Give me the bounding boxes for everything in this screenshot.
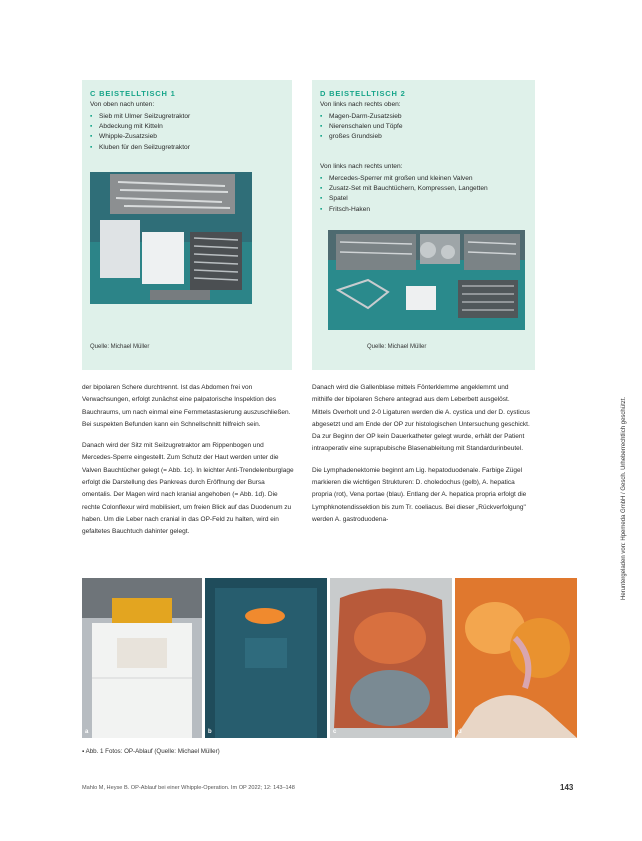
box-d-title: D BEISTELLTISCH 2 bbox=[320, 89, 406, 98]
figure-photo-b bbox=[205, 578, 327, 738]
instrument-table-photo-1 bbox=[90, 172, 252, 304]
box-d-source: Quelle: Michael Müller bbox=[367, 344, 427, 350]
list-item: ▪ Fritsch-Haken bbox=[320, 205, 371, 213]
info-box-c bbox=[82, 80, 292, 370]
download-note-text: Heruntergeladen von: Hpemeda GmbH / Gesch. Urheberrechtlich geschützt. bbox=[621, 396, 627, 600]
paragraph: der bipolaren Schere durchtrennt. Ist das Abdomen frei von Verwachsungen, erfolgt zunächst eine palpatorische Inspektion des Bauchraums, um nach einmal eine Fernmetastasierung auszuschließen. Bei suspekten Befunden kann ein Schnellschnitt hilfreich sein. bbox=[82, 384, 291, 428]
footer-citation: Mahlo M, Heyse B. OP-Ablauf bei einer Whipple-Operation. Im OP 2022; 12: 143–148 bbox=[82, 785, 295, 791]
paragraph: Danach wird der Sitz mit Seilzugretraktor am Rippenbogen und Mercedes-Sperre eingestellt. Zum Schutz der Haut werden unter die Valven Bauchtücher gelegt (= Abb. 1c). In leichter Anti-Trendelenburglage erfolgt die Darstellung des Pankreas durch Eröffnung der Bursa omentalis. Der Magen wird nach kranial angehoben (= Abb. 1d). Die rechte Colonflexur wird mobilisiert, um freien Blick auf das Duodenum zu haben. Um die Leber nach cranial in das OP-Feld zu halten, wird ein gefaltetes Bauchtuch dahinter gelegt. bbox=[82, 442, 294, 536]
figure-caption: ▪ Abb. 1 Fotos: OP-Ablauf (Quelle: Michael Müller) bbox=[82, 748, 220, 755]
list-item: ▪ Zusatz-Set mit Bauchtüchern, Kompressen, Langetten bbox=[320, 185, 488, 193]
figure-letter-a: a bbox=[85, 729, 89, 735]
list-item: ▪ Mercedes-Sperrer mit großen und kleinen Valven bbox=[320, 175, 473, 182]
figure-photo-a bbox=[82, 578, 202, 738]
paragraph: Danach wird die Gallenblase mittels Fönterklemme angeklemmt und mithilfe der bipolaren Schere antegrad aus dem Leberbett ausgelöst. Mittels Overholt und 2-0 Ligaturen werden die A. cystica und der D. cysticus abgesetzt und am Ende der OP zur histologischen Untersuchung geschickt. Da zur Beginn der OP kein Dauerkatheter gelegt wurde, erhält der Patient intraoperativ eine suprapubische Blasenableitung mit Standardurinbeutel. bbox=[312, 384, 530, 453]
list-item: ▪ Abdeckung mit Kitteln bbox=[90, 123, 163, 131]
box-d-intro-bottom: Von links nach rechts unten: bbox=[320, 163, 403, 170]
figure-photo-c bbox=[330, 578, 452, 738]
list-item: ▪ Nierenschalen und Töpfe bbox=[320, 123, 403, 131]
list-item: ▪ Magen-Darm-Zusatzsieb bbox=[320, 113, 402, 120]
box-d-intro-top: Von links nach rechts oben: bbox=[320, 101, 401, 108]
figure-letter-d: d bbox=[458, 729, 462, 735]
box-d-list-top bbox=[320, 112, 403, 143]
list-item: ▪ Sieb mit Ulmer Seilzugretraktor bbox=[90, 113, 191, 120]
list-item: ▪ Spatel bbox=[320, 195, 348, 203]
box-d-list-bottom bbox=[320, 174, 488, 215]
text-column-left bbox=[82, 382, 294, 548]
box-c-source: Quelle: Michael Müller bbox=[90, 344, 150, 350]
figure-letter-b: b bbox=[208, 729, 212, 735]
box-c-list bbox=[90, 112, 190, 153]
list-item: ▪ großes Grundsieb bbox=[320, 133, 382, 141]
instrument-table-photo-2 bbox=[328, 230, 525, 330]
paragraph: Die Lymphadenektomie beginnt am Lig. hepatoduodenale. Farbige Zügel markieren die wichtigen Strukturen: D. choledochus (gelb), A. hepatica propria (rot), Vena portae (blau). Entlang der A. hepatica propria erfolgt die Lymphknotendissektion bis zum Tr. coeliacus. Bei dieser „Rückverfolgung" werden A. gastroduodena- bbox=[312, 466, 527, 523]
list-item: ▪ Whipple-Zusatzsieb bbox=[90, 133, 157, 141]
figure-letter-c: c bbox=[333, 729, 337, 735]
download-note bbox=[621, 300, 633, 600]
list-item: ▪ Kluben für den Seilzugretraktor bbox=[90, 143, 190, 151]
box-c-title: C BEISTELLTISCH 1 bbox=[90, 89, 176, 98]
info-box-d bbox=[312, 80, 535, 370]
figure-photo-d bbox=[455, 578, 577, 738]
text-column-right bbox=[312, 382, 530, 535]
page-number: 143 bbox=[560, 783, 574, 792]
box-c-intro: Von oben nach unten: bbox=[90, 101, 155, 108]
